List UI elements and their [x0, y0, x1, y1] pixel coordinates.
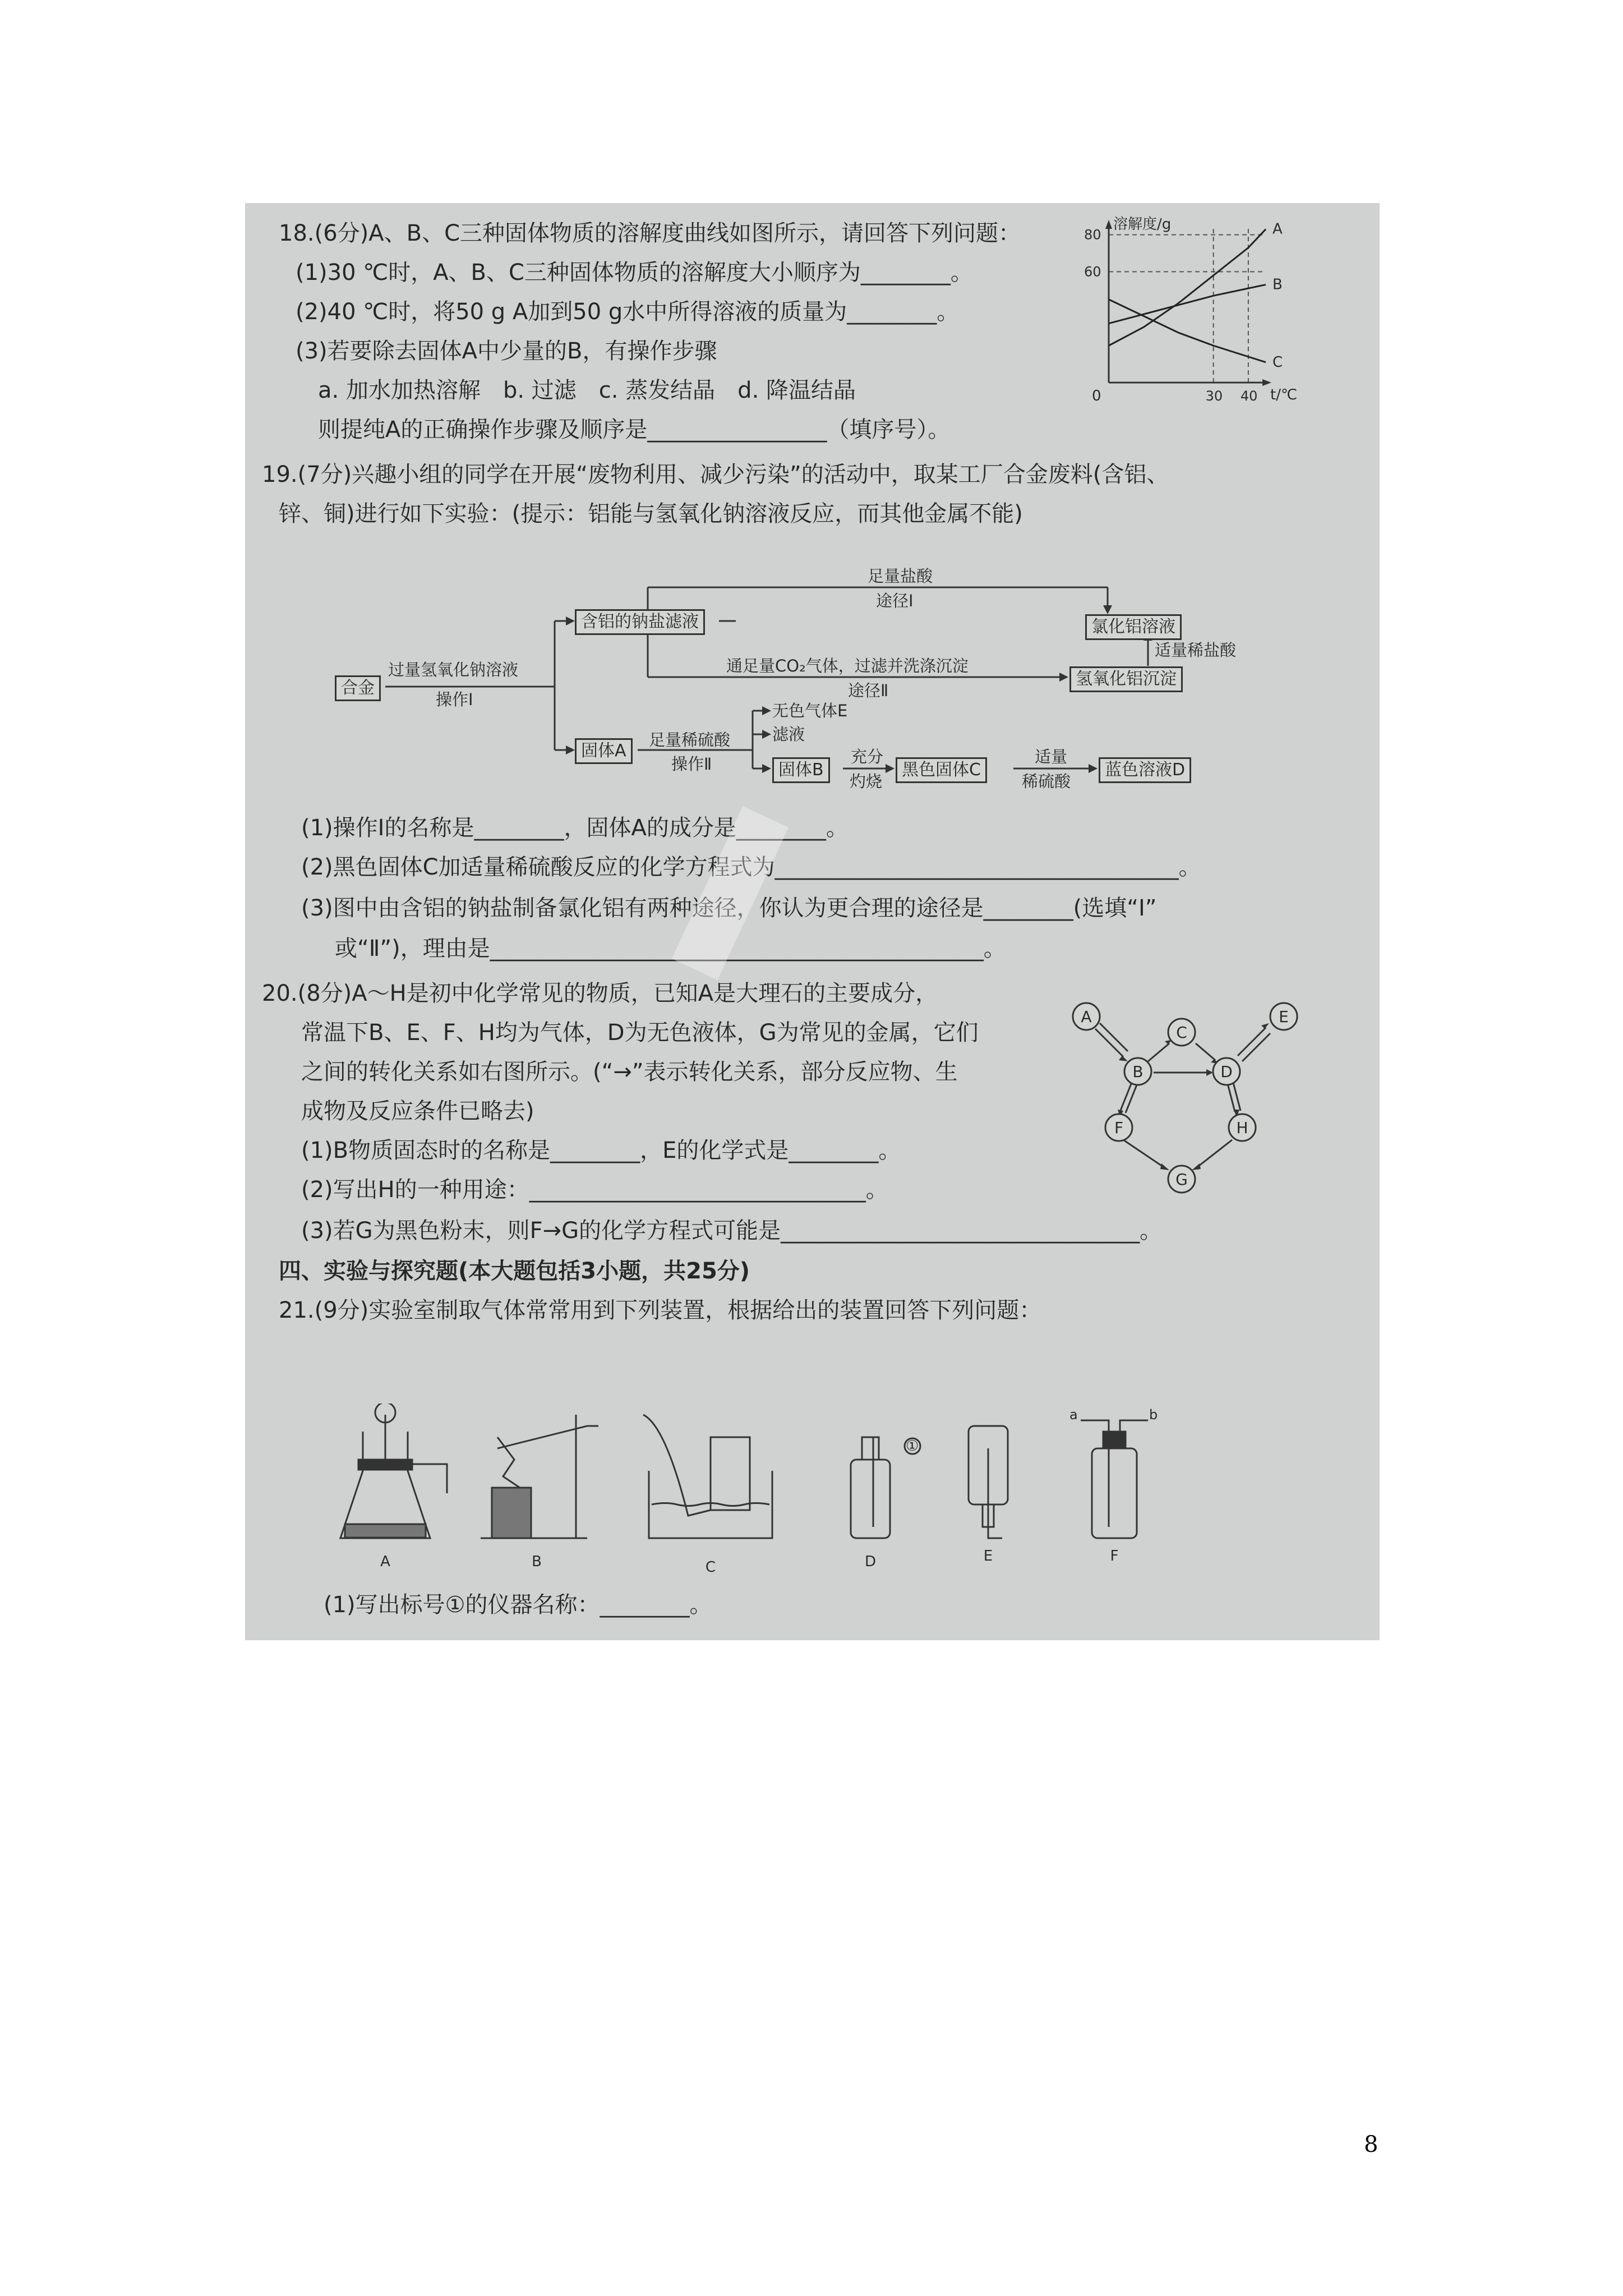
- flow-label-burn: 灼烧: [850, 772, 883, 791]
- q20-line4: 成物及反应条件已略去): [301, 1098, 534, 1124]
- node-d: D: [1220, 1062, 1233, 1081]
- apparatus-label-f: F: [1110, 1548, 1119, 1565]
- q20-part3: (3)若G为黑色粉末，则F→G的化学方程式可能是________________________________。: [301, 1218, 1163, 1244]
- q21-part1: (1)写出标号①的仪器名称：________。: [324, 1592, 712, 1618]
- y-tick-80: 80: [1084, 227, 1101, 243]
- node-h: H: [1236, 1119, 1248, 1137]
- flow-label-hcl: 足量盐酸: [868, 567, 933, 586]
- q18-part1: (1)30 ℃时，A、B、C三种固体物质的溶解度大小顺序为________。: [296, 260, 973, 286]
- section4-title: 四、实验与探究题(本大题包括3小题，共25分): [279, 1258, 750, 1284]
- q18-part2: (2)40 ℃时，将50 g A加到50 g水中所得溶液的质量为________。: [296, 299, 960, 325]
- apparatus-label-d: D: [864, 1553, 877, 1570]
- q18-options: a. 加水加热溶解 b. 过滤 c. 蒸发结晶 d. 降温结晶: [318, 378, 856, 403]
- x-tick-40: 40: [1240, 388, 1258, 404]
- q19-part3: (3)图中由含铝的钠盐制备氯化铝有两种途径，你认为更合理的途径是________(选填“Ⅰ”: [301, 895, 1157, 921]
- y-axis-label: 溶解度/g: [1113, 216, 1172, 233]
- node-f: F: [1114, 1119, 1124, 1137]
- port-a-label: a: [1069, 1407, 1078, 1423]
- flow-box-solid-b: 固体B: [772, 757, 830, 783]
- apparatus-a-icon: [340, 1404, 447, 1538]
- apparatus-label-e: E: [983, 1548, 993, 1565]
- flow-label-route1: 途径Ⅰ: [876, 591, 914, 610]
- q19-stem-line1: 19.(7分)兴趣小组的同学在开展“废物利用、减少污染”的活动中，取某工厂合金废料(含铝、: [262, 462, 1169, 487]
- q19-stem-line2: 锌、铜)进行如下实验：(提示：铝能与氢氧化钠溶液反应，而其他金属不能): [279, 501, 1023, 527]
- node-c: C: [1176, 1023, 1187, 1042]
- q18-part4: 则提纯A的正确操作步骤及顺序是________________（填序号）。: [318, 417, 951, 443]
- node-b: B: [1132, 1062, 1144, 1081]
- y-tick-60: 60: [1084, 264, 1101, 280]
- flow-label-filtrate: 滤液: [772, 725, 805, 744]
- q19-part1: (1)操作Ⅰ的名称是________，固体A的成分是________。: [301, 815, 849, 841]
- marker-1: ①: [906, 1438, 919, 1455]
- apparatus-label-a: A: [380, 1553, 390, 1570]
- flow-label-appropriate: 适量: [1035, 747, 1068, 766]
- node-g: G: [1175, 1170, 1188, 1189]
- apparatus-figure: [329, 1404, 1367, 1577]
- flow-box-black-solid-c: 黑色固体C: [896, 757, 987, 783]
- port-b-label: b: [1149, 1407, 1158, 1423]
- scanned-exam-page: [245, 203, 1380, 1640]
- flow-label-dilute-hcl: 适量稀盐酸: [1155, 641, 1237, 660]
- flow-label-dilute-h2so4: 稀硫酸: [1022, 772, 1071, 791]
- q20-line2: 常温下B、E、F、H均为气体，D为无色液体，G为常见的金属，它们: [301, 1020, 979, 1046]
- flow-box-blue-solution-d: 蓝色溶液D: [1099, 757, 1191, 783]
- node-a: A: [1081, 1007, 1092, 1026]
- apparatus-b-icon: [481, 1415, 598, 1538]
- flow-label-co2: 通足量CO₂气体，过滤并洗涤沉淀: [726, 656, 969, 675]
- flow-label-operation2: 操作Ⅱ: [671, 754, 712, 774]
- apparatus-c-icon: [643, 1415, 772, 1538]
- flow-label-gas-e: 无色气体E: [772, 701, 848, 720]
- flow-box-aloh3-precipitate: 氢氧化铝沉淀: [1069, 666, 1183, 692]
- flow-label-route2: 途径Ⅱ: [848, 681, 889, 700]
- origin-label: 0: [1092, 388, 1101, 404]
- x-tick-30: 30: [1205, 388, 1223, 404]
- x-axis-label: t/℃: [1270, 386, 1298, 403]
- q19-part2: (2)黑色固体C加适量稀硫酸反应的化学方程式为____________________________________。: [301, 854, 1201, 880]
- q20-part1: (1)B物质固态时的名称是________，E的化学式是________。: [301, 1138, 901, 1163]
- apparatus-label-c: C: [705, 1559, 716, 1576]
- flow-box-sodium-aluminate-filtrate: 含铝的钠盐滤液: [575, 609, 705, 635]
- flow-label-operation1: 操作Ⅰ: [436, 690, 473, 709]
- q20-part2: (2)写出H的一种用途：______________________________。: [301, 1177, 888, 1203]
- q19-part4: 或“Ⅱ”)，理由是____________________________________________。: [335, 936, 1006, 961]
- page-number: 8: [1364, 2132, 1378, 2157]
- flow-box-alloy: 合金: [335, 675, 381, 701]
- flow-box-alcl3-solution: 氯化铝溶液: [1085, 614, 1182, 640]
- curve-label-a: A: [1272, 220, 1283, 238]
- curve-label-c: C: [1272, 353, 1283, 371]
- node-e: E: [1279, 1007, 1289, 1026]
- q20-line1: 20.(8分)A～H是初中化学常见的物质，已知A是大理石的主要成分，: [262, 981, 938, 1006]
- flow-label-fully: 充分: [851, 747, 884, 766]
- apparatus-f-icon: [1081, 1420, 1148, 1538]
- apparatus-label-b: B: [532, 1553, 542, 1570]
- q20-line3: 之间的转化关系如右图所示。(“→”表示转化关系，部分反应物、生: [301, 1059, 958, 1085]
- q21-stem: 21.(9分)实验室制取气体常常用到下列装置，根据给出的装置回答下列问题：: [279, 1297, 1042, 1323]
- flow-box-solid-a: 固体A: [575, 738, 633, 764]
- q18-stem: 18.(6分)A、B、C三种固体物质的溶解度曲线如图所示，请回答下列问题：: [279, 220, 1021, 246]
- flow-label-naoh: 过量氢氧化钠溶液: [388, 660, 519, 679]
- apparatus-e-icon: [969, 1426, 1008, 1538]
- flow-label-h2so4: 足量稀硫酸: [649, 730, 731, 749]
- curve-label-b: B: [1272, 276, 1283, 293]
- conversion-network-diagram: [1064, 1000, 1355, 1224]
- q18-part3: (3)若要除去固体A中少量的B，有操作步骤: [296, 338, 717, 364]
